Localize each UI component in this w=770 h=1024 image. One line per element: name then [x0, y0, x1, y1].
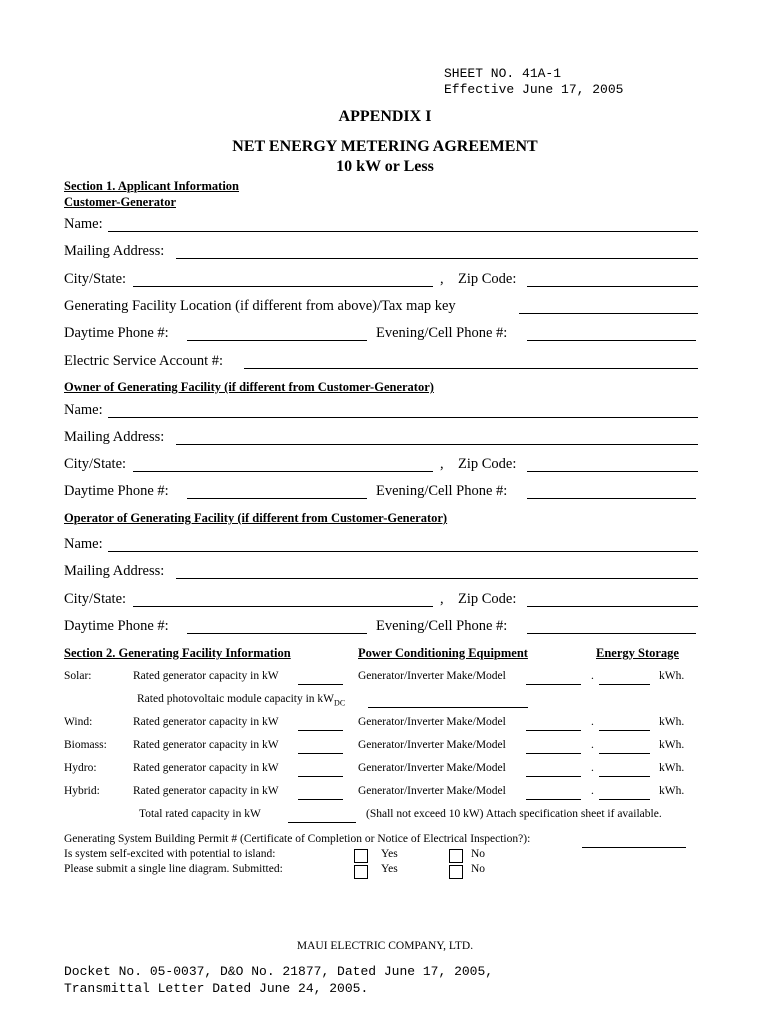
- solar-inverter-field[interactable]: [526, 684, 581, 685]
- total-capacity-label: Total rated capacity in kW: [139, 808, 261, 820]
- pce-heading: Power Conditioning Equipment: [358, 646, 528, 660]
- island-label: Is system self-excited with potential to island:: [64, 848, 276, 860]
- owner-mailing-label: Mailing Address:: [64, 429, 165, 445]
- wind-rated-field[interactable]: [298, 730, 343, 731]
- hybrid-dot: .: [591, 785, 594, 797]
- owner-heading: Owner of Generating Facility (if different from Customer-Generator): [64, 380, 434, 394]
- pv-capacity-field[interactable]: [368, 707, 528, 708]
- solar-rated-field[interactable]: [298, 684, 343, 685]
- pv-capacity-label: [137, 693, 345, 707]
- company-name: MAUI ELECTRIC COMPANY, LTD.: [296, 940, 474, 952]
- operator-heading: Operator of Generating Facility (if different from Customer-Generator): [64, 511, 448, 525]
- owner-city-field[interactable]: [133, 471, 433, 472]
- effective-date: Effective June 17, 2005: [444, 82, 624, 97]
- cg-name-label: Name:: [64, 216, 103, 232]
- total-capacity-field[interactable]: [288, 822, 356, 823]
- hybrid-storage-field[interactable]: [599, 799, 650, 800]
- diagram-no-checkbox[interactable]: [449, 865, 463, 879]
- appendix-title: APPENDIX I: [338, 108, 432, 125]
- biomass-kwh: kWh.: [659, 739, 685, 751]
- section1-heading: Section 1. Applicant Information: [64, 179, 240, 193]
- diagram-label: Please submit a single line diagram. Submitted:: [64, 863, 283, 875]
- comma: ,: [440, 591, 444, 607]
- hydro-inverter-label: Generator/Inverter Make/Model: [358, 762, 506, 774]
- cg-mailing-label: Mailing Address:: [64, 243, 165, 259]
- biomass-inverter-label: Generator/Inverter Make/Model: [358, 739, 506, 751]
- wind-kwh: kWh.: [659, 716, 685, 728]
- cg-daytime-label: Daytime Phone #:: [64, 325, 169, 341]
- owner-zip-label: Zip Code:: [458, 456, 517, 472]
- cg-location-field[interactable]: [519, 313, 698, 314]
- owner-daytime-label: Daytime Phone #:: [64, 483, 169, 499]
- pv-capacity-subscript: DC: [334, 698, 346, 708]
- wind-inverter-field[interactable]: [526, 730, 581, 731]
- owner-evening-label: Evening/Cell Phone #:: [376, 483, 508, 499]
- island-yes-checkbox[interactable]: [354, 849, 368, 863]
- total-capacity-note: (Shall not exceed 10 kW) Attach specification sheet if available.: [366, 808, 662, 820]
- hybrid-rated-field[interactable]: [298, 799, 343, 800]
- cg-mailing-field[interactable]: [176, 258, 698, 259]
- biomass-dot: .: [591, 739, 594, 751]
- owner-name-label: Name:: [64, 402, 103, 418]
- biomass-rated-field[interactable]: [298, 753, 343, 754]
- docket-line: Docket No. 05-0037, D&O No. 21877, Dated June 17, 2005,: [64, 964, 494, 979]
- island-no-checkbox[interactable]: [449, 849, 463, 863]
- biomass-label: Biomass:: [64, 739, 107, 751]
- agreement-title: NET ENERGY METERING AGREEMENT: [232, 138, 538, 155]
- solar-label: Solar:: [64, 670, 92, 682]
- sheet-number: SHEET NO. 41A-1: [444, 66, 562, 81]
- cg-evening-label: Evening/Cell Phone #:: [376, 325, 508, 341]
- hydro-rated-label: Rated generator capacity in kW: [133, 762, 279, 774]
- operator-daytime-label: Daytime Phone #:: [64, 618, 169, 634]
- hydro-kwh: kWh.: [659, 762, 685, 774]
- operator-name-label: Name:: [64, 536, 103, 552]
- cg-daytime-field[interactable]: [187, 340, 367, 341]
- hydro-rated-field[interactable]: [298, 776, 343, 777]
- hybrid-rated-label: Rated generator capacity in kW: [133, 785, 279, 797]
- section2-heading: Section 2. Generating Facility Information: [64, 646, 291, 660]
- permit-field[interactable]: [582, 847, 686, 848]
- operator-evening-label: Evening/Cell Phone #:: [376, 618, 508, 634]
- transmittal-line: Transmittal Letter Dated June 24, 2005.: [64, 981, 369, 996]
- operator-mailing-label: Mailing Address:: [64, 563, 165, 579]
- owner-evening-field[interactable]: [527, 498, 696, 499]
- biomass-rated-label: Rated generator capacity in kW: [133, 739, 279, 751]
- hybrid-label: Hybrid:: [64, 785, 100, 797]
- cg-account-label: Electric Service Account #:: [64, 353, 224, 369]
- wind-dot: .: [591, 716, 594, 728]
- biomass-storage-field[interactable]: [599, 753, 650, 754]
- permit-label: Generating System Building Permit # (Certificate of Completion or Notice of Electrical Inspection?):: [64, 833, 531, 845]
- owner-mailing-field[interactable]: [176, 444, 698, 445]
- cg-evening-field[interactable]: [527, 340, 696, 341]
- cg-zip-field[interactable]: [527, 286, 698, 287]
- size-title: 10 kW or Less: [336, 158, 434, 175]
- customer-generator-heading: Customer-Generator: [64, 195, 176, 209]
- operator-daytime-field[interactable]: [187, 633, 367, 634]
- wind-label: Wind:: [64, 716, 93, 728]
- operator-evening-field[interactable]: [527, 633, 696, 634]
- hybrid-inverter-field[interactable]: [526, 799, 581, 800]
- cg-city-field[interactable]: [133, 286, 433, 287]
- cg-name-field[interactable]: [108, 231, 698, 232]
- operator-city-field[interactable]: [133, 606, 433, 607]
- comma: ,: [440, 456, 444, 472]
- solar-kwh: kWh.: [659, 670, 685, 682]
- comma: ,: [440, 271, 444, 287]
- wind-rated-label: Rated generator capacity in kW: [133, 716, 279, 728]
- operator-zip-label: Zip Code:: [458, 591, 517, 607]
- hydro-storage-field[interactable]: [599, 776, 650, 777]
- operator-zip-field[interactable]: [527, 606, 698, 607]
- hydro-dot: .: [591, 762, 594, 774]
- operator-name-field[interactable]: [108, 551, 698, 552]
- solar-rated-label: Rated generator capacity in kW: [133, 670, 279, 682]
- solar-dot: .: [591, 670, 594, 682]
- storage-heading: Energy Storage: [596, 646, 679, 660]
- owner-daytime-field[interactable]: [187, 498, 367, 499]
- island-yes-label: Yes: [381, 848, 398, 860]
- solar-storage-field[interactable]: [599, 684, 650, 685]
- cg-account-field[interactable]: [244, 368, 698, 369]
- solar-inverter-label: Generator/Inverter Make/Model: [358, 670, 506, 682]
- diagram-yes-checkbox[interactable]: [354, 865, 368, 879]
- operator-mailing-field[interactable]: [176, 578, 698, 579]
- operator-city-label: City/State:: [64, 591, 127, 607]
- wind-inverter-label: Generator/Inverter Make/Model: [358, 716, 506, 728]
- cg-location-label: Generating Facility Location (if different from above)/Tax map key: [64, 298, 456, 314]
- diagram-yes-label: Yes: [381, 863, 398, 875]
- hydro-label: Hydro:: [64, 762, 97, 774]
- owner-zip-field[interactable]: [527, 471, 698, 472]
- hybrid-inverter-label: Generator/Inverter Make/Model: [358, 785, 506, 797]
- biomass-inverter-field[interactable]: [526, 753, 581, 754]
- hybrid-kwh: kWh.: [659, 785, 685, 797]
- pv-capacity-text: Rated photovoltaic module capacity in kW: [137, 693, 335, 705]
- wind-storage-field[interactable]: [599, 730, 650, 731]
- diagram-no-label: No: [471, 863, 486, 875]
- owner-city-label: City/State:: [64, 456, 127, 472]
- island-no-label: No: [471, 848, 486, 860]
- hydro-inverter-field[interactable]: [526, 776, 581, 777]
- cg-zip-label: Zip Code:: [458, 271, 517, 287]
- owner-name-field[interactable]: [108, 417, 698, 418]
- cg-city-label: City/State:: [64, 271, 127, 287]
